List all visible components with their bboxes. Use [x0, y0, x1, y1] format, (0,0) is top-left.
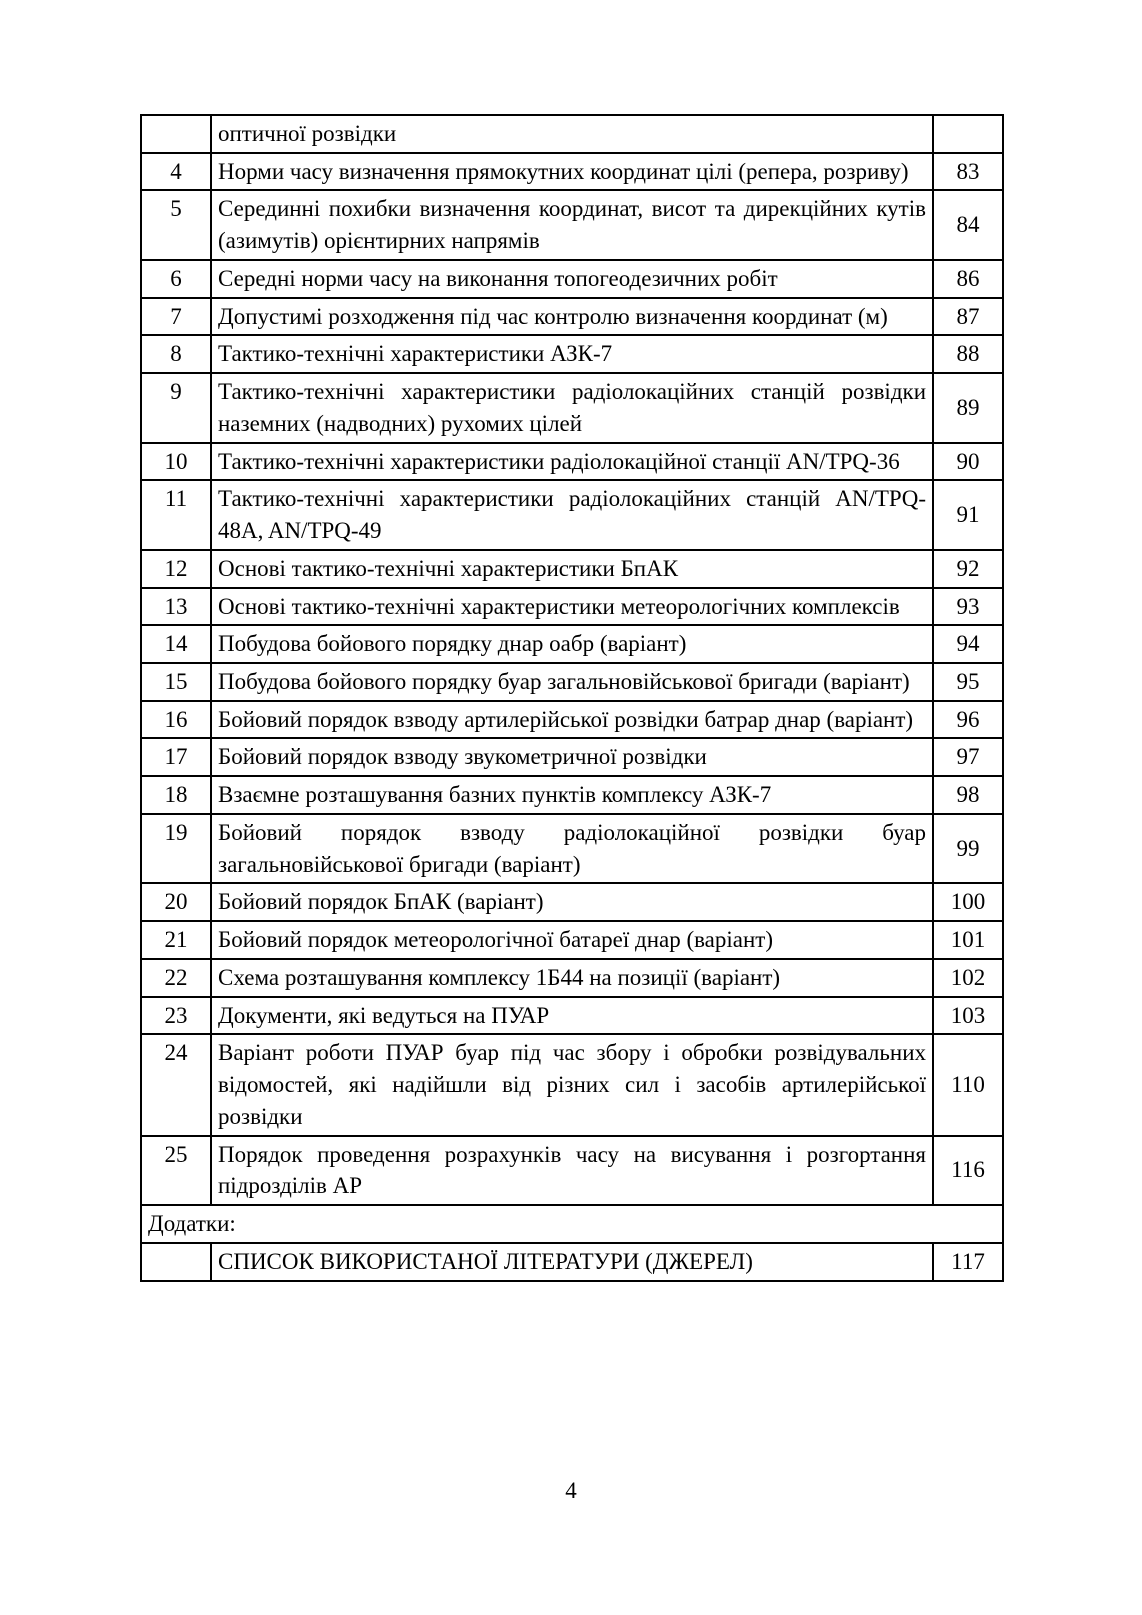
row-title: Взаємне розташування базних пунктів комплексу АЗК-7	[211, 776, 933, 814]
row-title: Основі тактико-технічні характеристики БпАК	[211, 550, 933, 588]
row-title: Бойовий порядок взводу артилерійської розвідки батрар днар (варіант)	[211, 701, 933, 739]
row-page: 84	[933, 190, 1003, 259]
row-number: 14	[141, 625, 211, 663]
row-title: Варіант роботи ПУАР буар під час збору і обробки розвідувальних відомостей, які надійшли від різних сил і засобів артилерійської розвідки	[211, 1034, 933, 1135]
row-page: 98	[933, 776, 1003, 814]
table-row	[141, 883, 1003, 921]
row-title: Бойовий порядок метеорологічної батареї днар (варіант)	[211, 921, 933, 959]
table-row	[141, 738, 1003, 776]
table-row	[141, 373, 1003, 442]
row-page: 88	[933, 335, 1003, 373]
row-title: Норми часу визначення прямокутних координат цілі (репера, розриву)	[211, 153, 933, 191]
row-page: 86	[933, 260, 1003, 298]
table-row	[141, 190, 1003, 259]
row-number: 10	[141, 443, 211, 481]
row-title: Основі тактико-технічні характеристики метеорологічних комплексів	[211, 588, 933, 626]
row-page: 95	[933, 663, 1003, 701]
table-row	[141, 1243, 1003, 1281]
row-number: 6	[141, 260, 211, 298]
row-title: Схема розташування комплексу 1Б44 на позиції (варіант)	[211, 959, 933, 997]
row-title: Бойовий порядок взводу звукометричної розвідки	[211, 738, 933, 776]
row-number: 8	[141, 335, 211, 373]
row-page: 94	[933, 625, 1003, 663]
row-title: Тактико-технічні характеристики радіолокаційних станцій AN/TPQ-48A, AN/TPQ-49	[211, 480, 933, 549]
table-row	[141, 959, 1003, 997]
row-number	[141, 1243, 211, 1281]
row-title: Побудова бойового порядку буар загальновійськової бригади (варіант)	[211, 663, 933, 701]
row-number: 23	[141, 997, 211, 1035]
row-title: Тактико-технічні характеристики радіолокаційних станцій розвідки наземних (надводних) рухомих цілей	[211, 373, 933, 442]
row-title: Допустимі розходження під час контролю визначення координат (м)	[211, 298, 933, 336]
table-row	[141, 663, 1003, 701]
row-number: 15	[141, 663, 211, 701]
contents-table-body	[141, 115, 1003, 1281]
row-title: Тактико-технічні характеристики радіолокаційної станції AN/TPQ-36	[211, 443, 933, 481]
row-page: 96	[933, 701, 1003, 739]
row-page: 83	[933, 153, 1003, 191]
row-page: 100	[933, 883, 1003, 921]
row-number: 16	[141, 701, 211, 739]
row-title: Тактико-технічні характеристики АЗК-7	[211, 335, 933, 373]
row-title: Побудова бойового порядку днар оабр (варіант)	[211, 625, 933, 663]
row-page: 116	[933, 1136, 1003, 1205]
row-page: 117	[933, 1243, 1003, 1281]
table-row	[141, 480, 1003, 549]
table-row	[141, 776, 1003, 814]
table-row	[141, 1034, 1003, 1135]
row-page: 102	[933, 959, 1003, 997]
row-number: 9	[141, 373, 211, 442]
row-title: Документи, які ведуться на ПУАР	[211, 997, 933, 1035]
row-title: оптичної розвідки	[211, 115, 933, 153]
footer-page-number: 4	[565, 1478, 577, 1503]
table-row	[141, 625, 1003, 663]
row-page	[933, 115, 1003, 153]
row-number: 11	[141, 480, 211, 549]
table-row	[141, 997, 1003, 1035]
table-row	[141, 1136, 1003, 1205]
row-number: 24	[141, 1034, 211, 1135]
row-number: 7	[141, 298, 211, 336]
table-row	[141, 814, 1003, 883]
row-number: 22	[141, 959, 211, 997]
row-title: Бойовий порядок БпАК (варіант)	[211, 883, 933, 921]
row-number: 20	[141, 883, 211, 921]
table-row	[141, 701, 1003, 739]
row-number: 12	[141, 550, 211, 588]
row-number: 19	[141, 814, 211, 883]
row-page: 89	[933, 373, 1003, 442]
section-label: Додатки:	[141, 1205, 1003, 1243]
table-row	[141, 921, 1003, 959]
row-title: Бойовий порядок взводу радіолокаційної розвідки буар загальновійськової бригади (варіант)	[211, 814, 933, 883]
row-page: 92	[933, 550, 1003, 588]
row-number: 13	[141, 588, 211, 626]
table-row	[141, 588, 1003, 626]
row-title: СПИСОК ВИКОРИСТАНОЇ ЛІТЕРАТУРИ (ДЖЕРЕЛ)	[211, 1243, 933, 1281]
row-number: 25	[141, 1136, 211, 1205]
row-page: 87	[933, 298, 1003, 336]
row-number	[141, 115, 211, 153]
table-row	[141, 335, 1003, 373]
row-number: 17	[141, 738, 211, 776]
table-row	[141, 298, 1003, 336]
row-number: 4	[141, 153, 211, 191]
row-number: 5	[141, 190, 211, 259]
row-page: 101	[933, 921, 1003, 959]
row-number: 21	[141, 921, 211, 959]
row-number: 18	[141, 776, 211, 814]
row-page: 99	[933, 814, 1003, 883]
table-row	[141, 115, 1003, 153]
row-page: 93	[933, 588, 1003, 626]
row-page: 90	[933, 443, 1003, 481]
row-page: 110	[933, 1034, 1003, 1135]
table-row	[141, 1205, 1003, 1243]
row-page: 97	[933, 738, 1003, 776]
contents-table	[140, 114, 1004, 1282]
table-row	[141, 443, 1003, 481]
row-title: Середні норми часу на виконання топогеодезичних робіт	[211, 260, 933, 298]
row-title: Порядок проведення розрахунків часу на висування і розгортання підрозділів АР	[211, 1136, 933, 1205]
table-row	[141, 153, 1003, 191]
row-title: Серединні похибки визначення координат, висот та дирекційних кутів (азимутів) орієнтирних напрямів	[211, 190, 933, 259]
table-row	[141, 260, 1003, 298]
row-page: 103	[933, 997, 1003, 1035]
table-row	[141, 550, 1003, 588]
row-page: 91	[933, 480, 1003, 549]
